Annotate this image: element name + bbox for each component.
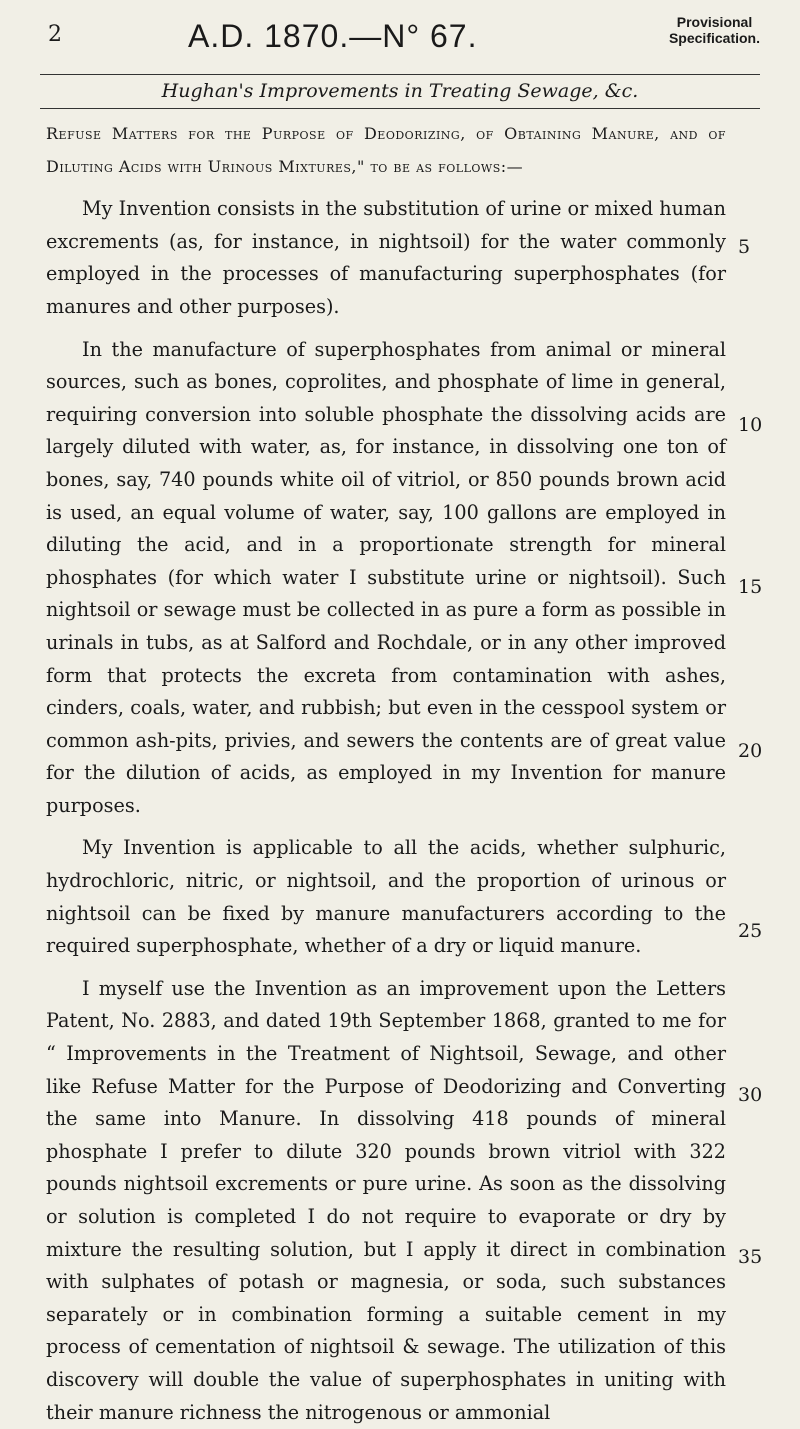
paragraph: My Invention is applicable to all the acids, whether sulphuric, hydrochloric, nitric, or nightsoil, and the proportion of urinous or nightsoil can be fixed by manure manufacturers according to the required superphosphate, whether of a dry or liquid manure. — [46, 836, 726, 958]
line-number: 20 — [738, 740, 763, 762]
line-number: 15 — [738, 576, 763, 598]
paragraph: In the manufacture of superphosphates from animal or mineral sources, such as bones, coprolites, and phosphate of lime in general, requiring conversion into soluble phosphate the dissolving acids are largely diluted with water, as, for instance, in dissolving one ton of bones, say, 740 pounds white oil of vitriol, or 850 pounds brown acid is used, an equal volume of water, say, 100 gallons are employed in diluting the acid, and in a proportionate strength for mineral phosphates (for which water I substitute urine or nightsoil). Such nightsoil or sewage must be collected in as pure a form as possible in urinals in tubs, as at Salford and Rochdale, or in any other improved form that protects the excreta from contamination with ashes, cinders, coals, water, and rubbish; but even in the cesspool system or common ash-pits, privies, and sewers the contents are of great value for the dilution of acids, as employed in my Invention for manure purposes. — [46, 337, 726, 817]
document-title: A.D. 1870.—N° 67. — [188, 18, 478, 54]
line-number: 25 — [738, 920, 763, 942]
line-number: 30 — [738, 1084, 763, 1106]
line-number: 5 — [738, 236, 751, 258]
running-subtitle: Hughan's Improvements in Treating Sewage, &c. — [161, 80, 639, 102]
line-number: 10 — [738, 414, 763, 436]
spec-line-2: Specification. — [668, 30, 760, 47]
page-number: 2 — [48, 22, 62, 47]
paragraph-lead: Refuse Matters for the Purpose of Deodorizing, of Obtaining Manure, and of Diluting Acids with Urinous Mixtures," to be as follows:— — [46, 124, 726, 176]
specification-label — [669, 14, 760, 46]
header-rule-top — [40, 74, 760, 75]
spec-line-1: Provisional — [676, 14, 753, 30]
header-rule-bottom — [40, 108, 760, 109]
paragraph: I myself use the Invention as an improvement upon the Letters Patent, No. 2883, and dated 19th September 1868, granted to me for “ Improvements in the Treatment of Nightsoil, Sewage, and other like Refuse Matter for the Purpose of Deodorizing and Converting the same into Manure. In dissolving 418 pounds of mineral phosphate I prefer to dilute 320 pounds brown vitriol with 322 pounds nightsoil excrements or pure urine. As soon as the dissolving or solution is completed I do not require to evaporate or dry by mixture the resulting solution, but I apply it direct in combination with sulphates of potash or magnesia, or soda, such substances separately or in combination forming a suitable cement in my process of cementation of nightsoil & sewage. The utilization of this discovery will double the value of superphosphates in uniting with their manure richness the nitrogenous or ammonial — [46, 976, 726, 1424]
line-number: 35 — [738, 1246, 763, 1268]
paragraph: My Invention consists in the substitution of urine or mixed human excrements (as, for instance, in nightsoil) for the water commonly employed in the processes of manufacturing superphosphates (for manures and other purposes). — [46, 197, 726, 318]
body-text — [46, 118, 726, 1429]
